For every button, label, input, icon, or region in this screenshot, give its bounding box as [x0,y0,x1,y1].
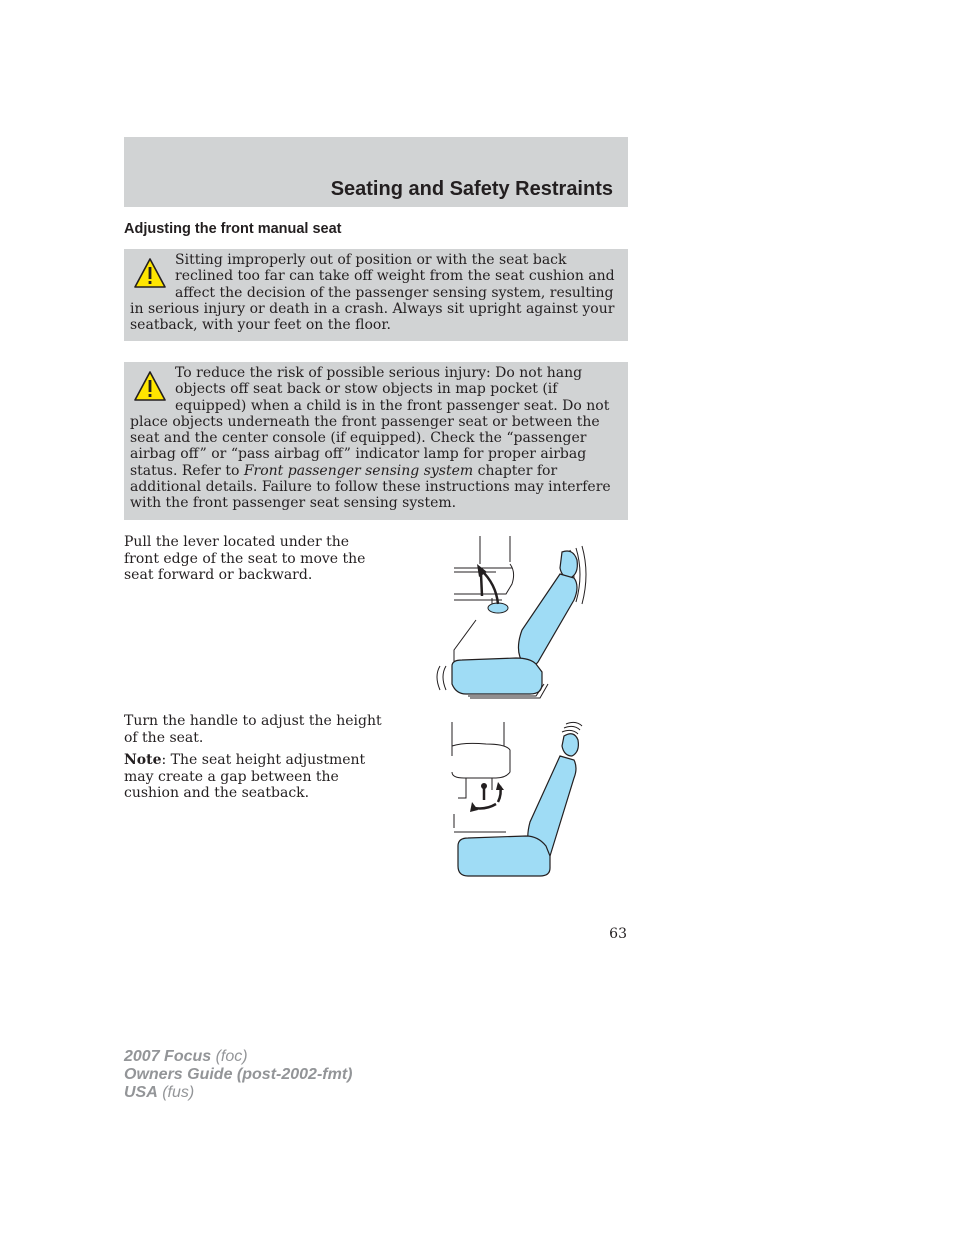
note-text: : The seat height adjustment may create a gap between the cushion and the seatback. [124,752,366,801]
subheading: Adjusting the front manual seat [124,221,342,237]
footer-guide: Owners Guide (post-2002-fmt) [124,1066,353,1083]
warning-text-2-part1: To reduce the risk of possible serious injury: Do not hang objects off seat back or stow objects in map pocket (if equipped) when a child is in the front passenger seat. Do not place objects underneath the front passenger seat or between the seat and the center console (if equipped). Check the “passenger airbag off” or “pass airbag off” indicator lamp for proper airbag status. Refer to [130,365,610,479]
warning-text-2-part2: chapter for additional details. Failure to follow these instructions may interfere with the front passenger seat sensing system. [130,462,611,512]
seat-fore-aft-illustration [432,534,602,700]
height-instructions [124,713,386,808]
warning-box-2 [124,362,628,520]
seat-height-illustration [446,716,586,878]
section-title: Seating and Safety Restraints [330,178,613,200]
footer-model-code: (foc) [211,1048,248,1065]
footer-line-1 [124,1048,352,1066]
warning-text-2 [130,365,620,512]
note-paragraph [124,752,386,802]
fore-aft-instructions [124,534,386,590]
footer-line-2 [124,1066,352,1084]
fore-aft-text: Pull the lever located under the front edge of the seat to move the seat forward or backward. [124,534,366,583]
warning-box-1 [124,249,628,341]
document-footer [124,1048,352,1102]
footer-market: USA [124,1084,158,1101]
footer-market-code: (fus) [157,1084,195,1101]
height-text: Turn the handle to adjust the height of the seat. [124,713,382,746]
footer-line-3 [124,1084,352,1102]
warning-triangle-icon [133,257,167,289]
section-header [124,137,628,207]
footer-model: 2007 Focus [124,1048,212,1065]
chapter-reference: Front passenger sensing system [243,462,474,479]
page-number: 63 [609,926,627,942]
note-label: Note [124,752,162,768]
warning-text-1: Sitting improperly out of position or with the seat back reclined too far can take off weight from the seat cushion and affect the decision of the passenger sensing system, resulting in serious injury or death in a crash. Always sit upright against your seatback, with your feet on the floor. [130,252,615,334]
warning-triangle-icon [133,370,167,402]
